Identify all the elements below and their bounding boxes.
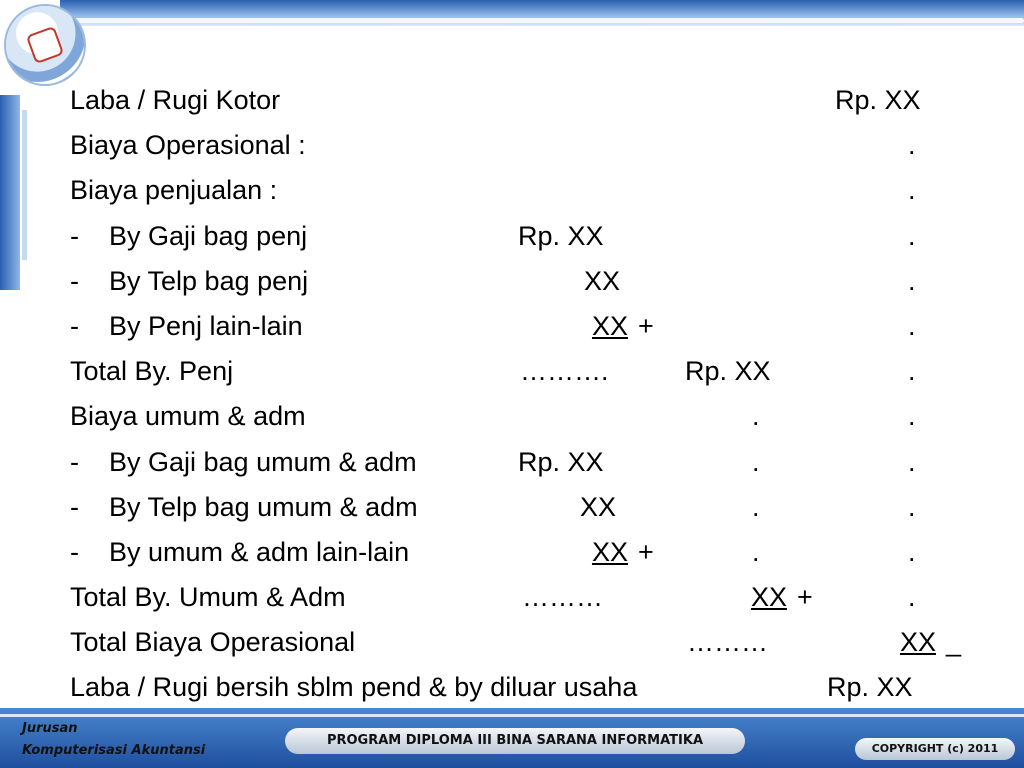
amount-col4: . [908,310,916,341]
amount-col3: . [752,446,760,477]
statement-row [70,259,990,304]
statement-row [70,214,990,259]
footer-department-line2: Komputerisasi Akuntansi [22,743,206,758]
footer-department-line1: Jurusan [22,721,78,736]
row-label: By umum & adm lain-lain [109,536,410,567]
row-dash: - [70,536,79,567]
amount-col3: . [752,536,760,567]
statement-row [70,485,990,530]
amount-col1: ………. [520,356,609,387]
row-label: Total By. Penj [70,356,234,387]
amount-col2: ……… [687,627,768,658]
amount-col4: . [908,220,916,251]
footer-copyright: COPYRIGHT (c) 2011 [855,738,1015,760]
row-label: Biaya Operasional : [70,130,306,161]
row-label: Laba / Rugi bersih sblm pend & by diluar usaha [70,672,638,703]
amount-col1: XX [591,310,628,341]
left-frame-stripe [22,110,27,260]
amount-col3: . [752,401,760,432]
statement-row [70,530,990,575]
row-dash: - [70,265,79,296]
amount-col1: Rp. XX [518,220,604,251]
row-label: By Penj lain-lain [109,310,303,341]
row-dash: - [70,446,79,477]
amount-col4: . [908,536,916,567]
row-label: Total Biaya Operasional [70,627,356,658]
statement-row [70,78,990,123]
operator-plus: + [638,536,654,567]
amount-col4: . [908,356,916,387]
row-dash: - [70,220,79,251]
row-label: Biaya penjualan : [70,175,278,206]
institution-logo-icon [6,6,84,84]
left-frame-band [0,95,20,290]
statement-row [70,575,990,620]
row-label: Total By. Umum & Adm [70,582,346,613]
statement-row [70,168,990,213]
amount-col4: . [908,582,916,613]
amount-col2: XX [750,582,787,613]
amount-col4: . [908,265,916,296]
amount-col1: XX [584,265,621,296]
amount-col3: . [752,491,760,522]
footer-department [22,718,205,762]
row-label: By Telp bag umum & adm [109,491,418,522]
row-label: By Telp bag penj [109,265,309,296]
amount-col1: Rp. XX [518,446,604,477]
amount-col1: ……… [522,582,603,613]
logo-emblem [26,26,64,64]
row-label: By Gaji bag umum & adm [109,446,417,477]
statement-row [70,440,990,485]
amount-col4: Rp. XX [835,85,921,115]
amount-col2: Rp. XX [685,356,771,387]
statement-row [70,394,990,439]
amount-col4: . [908,491,916,522]
row-label: Biaya umum & adm [70,401,306,432]
top-frame-band [60,0,1024,26]
amount-col4: Rp. XX [827,672,913,703]
amount-col4: . [908,446,916,477]
row-dash: - [70,491,79,522]
operator-plus: + [797,582,813,613]
amount-col4: . [908,130,916,161]
amount-col1: XX [591,536,628,567]
row-label: Laba / Rugi Kotor [70,85,281,115]
statement-row [70,304,990,349]
statement-row [70,620,990,665]
operator-plus: + [638,310,654,341]
income-statement [70,78,990,711]
row-dash: - [70,310,79,341]
row-label: By Gaji bag penj [109,220,308,251]
amount-col1: XX [580,491,617,522]
amount-col4: . [908,175,916,206]
statement-row [70,665,990,710]
operator-minus: _ [946,627,962,658]
footer-program: PROGRAM DIPLOMA III BINA SARANA INFORMATIKA [285,728,745,754]
amount-col4: XX [899,627,936,658]
amount-col4: . [908,401,916,432]
statement-row [70,349,990,394]
statement-row [70,123,990,168]
